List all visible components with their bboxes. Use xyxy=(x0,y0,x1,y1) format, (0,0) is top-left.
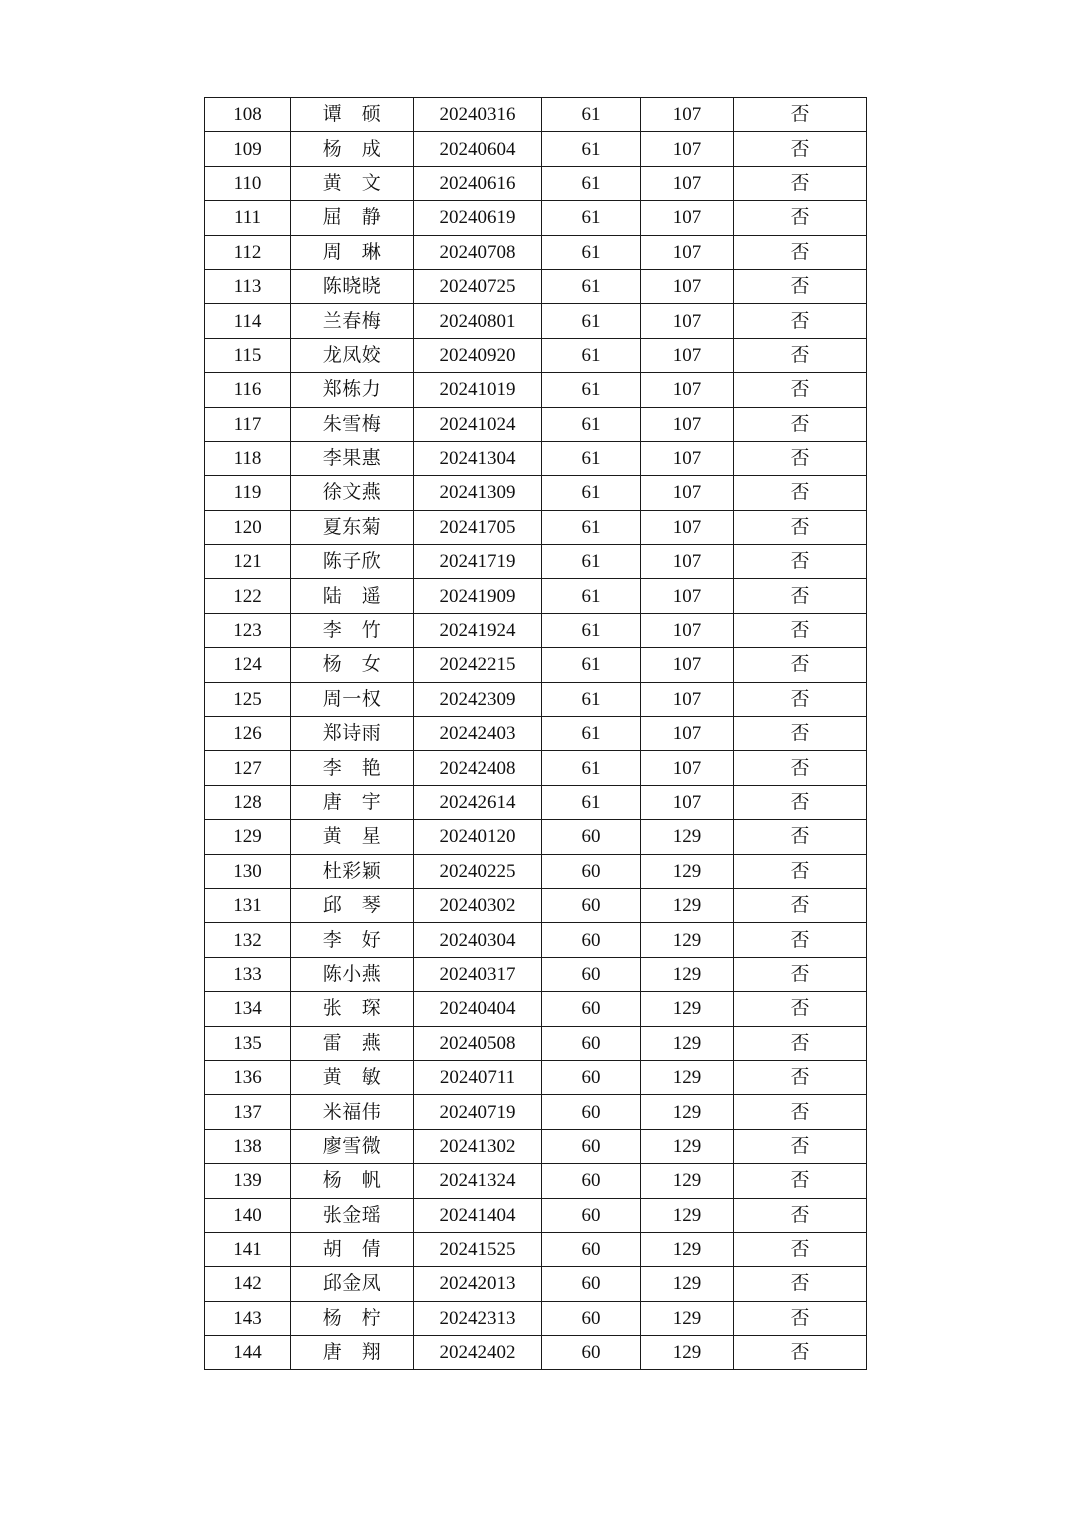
status-cell: 否 xyxy=(734,373,867,407)
table-row xyxy=(205,407,867,441)
rank-cell: 107 xyxy=(641,407,734,441)
exam-id-cell: 20241019 xyxy=(414,373,542,407)
status-cell: 否 xyxy=(734,1267,867,1301)
table-row xyxy=(205,1232,867,1266)
table-row xyxy=(205,1301,867,1335)
rank-cell: 129 xyxy=(641,1336,734,1370)
exam-id-cell: 20241909 xyxy=(414,579,542,613)
table-row xyxy=(205,304,867,338)
name-cell: 黄 文 xyxy=(291,166,414,200)
status-cell: 否 xyxy=(734,957,867,991)
status-cell: 否 xyxy=(734,579,867,613)
status-cell: 否 xyxy=(734,613,867,647)
table-row xyxy=(205,235,867,269)
exam-id-cell: 20240708 xyxy=(414,235,542,269)
rank-cell: 107 xyxy=(641,510,734,544)
status-cell: 否 xyxy=(734,1301,867,1335)
serial-number-cell: 114 xyxy=(205,304,291,338)
score-cell: 60 xyxy=(542,1301,641,1335)
rank-cell: 129 xyxy=(641,854,734,888)
status-cell: 否 xyxy=(734,751,867,785)
rank-cell: 107 xyxy=(641,235,734,269)
table-row xyxy=(205,201,867,235)
status-cell: 否 xyxy=(734,888,867,922)
status-cell: 否 xyxy=(734,545,867,579)
table-row xyxy=(205,1026,867,1060)
status-cell: 否 xyxy=(734,717,867,751)
table-row xyxy=(205,992,867,1026)
score-cell: 61 xyxy=(542,304,641,338)
rank-cell: 129 xyxy=(641,888,734,922)
rank-cell: 107 xyxy=(641,269,734,303)
rank-cell: 107 xyxy=(641,304,734,338)
status-cell: 否 xyxy=(734,304,867,338)
status-cell: 否 xyxy=(734,992,867,1026)
serial-number-cell: 136 xyxy=(205,1060,291,1094)
serial-number-cell: 124 xyxy=(205,648,291,682)
exam-id-cell: 20240302 xyxy=(414,888,542,922)
score-cell: 60 xyxy=(542,1026,641,1060)
name-cell: 雷 燕 xyxy=(291,1026,414,1060)
score-cell: 60 xyxy=(542,1164,641,1198)
rank-cell: 107 xyxy=(641,373,734,407)
name-cell: 邱 琴 xyxy=(291,888,414,922)
table-row xyxy=(205,98,867,132)
name-cell: 杨 成 xyxy=(291,132,414,166)
table-row xyxy=(205,854,867,888)
status-cell: 否 xyxy=(734,1060,867,1094)
serial-number-cell: 133 xyxy=(205,957,291,991)
rank-cell: 129 xyxy=(641,1129,734,1163)
score-cell: 61 xyxy=(542,98,641,132)
name-cell: 周 琳 xyxy=(291,235,414,269)
exam-id-cell: 20240304 xyxy=(414,923,542,957)
score-cell: 60 xyxy=(542,1095,641,1129)
score-cell: 60 xyxy=(542,1336,641,1370)
rank-cell: 129 xyxy=(641,1026,734,1060)
serial-number-cell: 143 xyxy=(205,1301,291,1335)
rank-cell: 129 xyxy=(641,1301,734,1335)
serial-number-cell: 144 xyxy=(205,1336,291,1370)
serial-number-cell: 138 xyxy=(205,1129,291,1163)
table-row xyxy=(205,785,867,819)
exam-id-cell: 20240920 xyxy=(414,338,542,372)
rank-cell: 129 xyxy=(641,1232,734,1266)
name-cell: 邱金凤 xyxy=(291,1267,414,1301)
table-row xyxy=(205,166,867,200)
rank-cell: 107 xyxy=(641,579,734,613)
table-row xyxy=(205,545,867,579)
table-row xyxy=(205,269,867,303)
table-row xyxy=(205,338,867,372)
status-cell: 否 xyxy=(734,1095,867,1129)
rank-cell: 129 xyxy=(641,1198,734,1232)
exam-id-cell: 20241302 xyxy=(414,1129,542,1163)
status-cell: 否 xyxy=(734,201,867,235)
exam-id-cell: 20240616 xyxy=(414,166,542,200)
exam-id-cell: 20241404 xyxy=(414,1198,542,1232)
table-row xyxy=(205,717,867,751)
score-cell: 60 xyxy=(542,957,641,991)
status-cell: 否 xyxy=(734,269,867,303)
status-cell: 否 xyxy=(734,510,867,544)
name-cell: 兰春梅 xyxy=(291,304,414,338)
serial-number-cell: 135 xyxy=(205,1026,291,1060)
score-cell: 60 xyxy=(542,1129,641,1163)
exam-id-cell: 20240120 xyxy=(414,820,542,854)
rank-cell: 129 xyxy=(641,1095,734,1129)
score-cell: 60 xyxy=(542,1267,641,1301)
rank-cell: 107 xyxy=(641,545,734,579)
exam-id-cell: 20240316 xyxy=(414,98,542,132)
score-cell: 60 xyxy=(542,1198,641,1232)
name-cell: 李果惠 xyxy=(291,441,414,475)
serial-number-cell: 120 xyxy=(205,510,291,544)
status-cell: 否 xyxy=(734,1164,867,1198)
score-cell: 61 xyxy=(542,476,641,510)
table-row xyxy=(205,510,867,544)
serial-number-cell: 137 xyxy=(205,1095,291,1129)
table-row xyxy=(205,1336,867,1370)
status-cell: 否 xyxy=(734,407,867,441)
score-cell: 60 xyxy=(542,992,641,1026)
name-cell: 唐 翔 xyxy=(291,1336,414,1370)
status-cell: 否 xyxy=(734,820,867,854)
rank-cell: 107 xyxy=(641,717,734,751)
exam-id-cell: 20242309 xyxy=(414,682,542,716)
score-cell: 61 xyxy=(542,132,641,166)
name-cell: 唐 宇 xyxy=(291,785,414,819)
table-row xyxy=(205,1060,867,1094)
exam-id-cell: 20241705 xyxy=(414,510,542,544)
serial-number-cell: 123 xyxy=(205,613,291,647)
name-cell: 陈晓晓 xyxy=(291,269,414,303)
serial-number-cell: 140 xyxy=(205,1198,291,1232)
score-cell: 61 xyxy=(542,235,641,269)
serial-number-cell: 129 xyxy=(205,820,291,854)
score-cell: 61 xyxy=(542,166,641,200)
rank-cell: 129 xyxy=(641,957,734,991)
rank-cell: 107 xyxy=(641,441,734,475)
name-cell: 陈小燕 xyxy=(291,957,414,991)
score-cell: 61 xyxy=(542,407,641,441)
exam-id-cell: 20242402 xyxy=(414,1336,542,1370)
status-cell: 否 xyxy=(734,441,867,475)
score-cell: 61 xyxy=(542,717,641,751)
table-row xyxy=(205,1095,867,1129)
table-row xyxy=(205,923,867,957)
exam-id-cell: 20242013 xyxy=(414,1267,542,1301)
name-cell: 谭 硕 xyxy=(291,98,414,132)
exam-id-cell: 20241719 xyxy=(414,545,542,579)
serial-number-cell: 113 xyxy=(205,269,291,303)
status-cell: 否 xyxy=(734,1026,867,1060)
table-row xyxy=(205,751,867,785)
serial-number-cell: 112 xyxy=(205,235,291,269)
score-cell: 61 xyxy=(542,338,641,372)
status-cell: 否 xyxy=(734,682,867,716)
serial-number-cell: 118 xyxy=(205,441,291,475)
table-row xyxy=(205,1164,867,1198)
exam-id-cell: 20240317 xyxy=(414,957,542,991)
rank-cell: 107 xyxy=(641,476,734,510)
exam-id-cell: 20240604 xyxy=(414,132,542,166)
name-cell: 胡 倩 xyxy=(291,1232,414,1266)
name-cell: 郑诗雨 xyxy=(291,717,414,751)
name-cell: 郑栋力 xyxy=(291,373,414,407)
rank-cell: 107 xyxy=(641,751,734,785)
rank-cell: 107 xyxy=(641,648,734,682)
name-cell: 龙凤姣 xyxy=(291,338,414,372)
exam-id-cell: 20241024 xyxy=(414,407,542,441)
exam-id-cell: 20240619 xyxy=(414,201,542,235)
status-cell: 否 xyxy=(734,854,867,888)
name-cell: 李 好 xyxy=(291,923,414,957)
serial-number-cell: 139 xyxy=(205,1164,291,1198)
name-cell: 张 琛 xyxy=(291,992,414,1026)
score-cell: 60 xyxy=(542,854,641,888)
rank-cell: 107 xyxy=(641,613,734,647)
name-cell: 屈 静 xyxy=(291,201,414,235)
name-cell: 朱雪梅 xyxy=(291,407,414,441)
score-cell: 60 xyxy=(542,923,641,957)
serial-number-cell: 110 xyxy=(205,166,291,200)
score-cell: 61 xyxy=(542,545,641,579)
status-cell: 否 xyxy=(734,923,867,957)
name-cell: 陈子欣 xyxy=(291,545,414,579)
table-row xyxy=(205,373,867,407)
score-cell: 61 xyxy=(542,441,641,475)
name-cell: 米福伟 xyxy=(291,1095,414,1129)
score-cell: 60 xyxy=(542,888,641,922)
name-cell: 周一权 xyxy=(291,682,414,716)
score-cell: 61 xyxy=(542,785,641,819)
table-row xyxy=(205,682,867,716)
exam-id-cell: 20241309 xyxy=(414,476,542,510)
name-cell: 杨 女 xyxy=(291,648,414,682)
rank-cell: 129 xyxy=(641,923,734,957)
exam-id-cell: 20240508 xyxy=(414,1026,542,1060)
table-row xyxy=(205,441,867,475)
serial-number-cell: 130 xyxy=(205,854,291,888)
exam-id-cell: 20242215 xyxy=(414,648,542,682)
rank-cell: 107 xyxy=(641,98,734,132)
rank-cell: 129 xyxy=(641,1164,734,1198)
rank-cell: 107 xyxy=(641,785,734,819)
serial-number-cell: 117 xyxy=(205,407,291,441)
table-row xyxy=(205,648,867,682)
rank-cell: 129 xyxy=(641,1060,734,1094)
serial-number-cell: 127 xyxy=(205,751,291,785)
status-cell: 否 xyxy=(734,1232,867,1266)
score-cell: 61 xyxy=(542,579,641,613)
status-cell: 否 xyxy=(734,132,867,166)
table-row xyxy=(205,957,867,991)
serial-number-cell: 116 xyxy=(205,373,291,407)
score-cell: 61 xyxy=(542,510,641,544)
name-cell: 廖雪微 xyxy=(291,1129,414,1163)
serial-number-cell: 121 xyxy=(205,545,291,579)
name-cell: 杜彩颖 xyxy=(291,854,414,888)
name-cell: 杨 帆 xyxy=(291,1164,414,1198)
status-cell: 否 xyxy=(734,235,867,269)
rank-cell: 107 xyxy=(641,166,734,200)
exam-id-cell: 20240719 xyxy=(414,1095,542,1129)
name-cell: 张金瑶 xyxy=(291,1198,414,1232)
serial-number-cell: 142 xyxy=(205,1267,291,1301)
status-cell: 否 xyxy=(734,476,867,510)
status-cell: 否 xyxy=(734,785,867,819)
serial-number-cell: 115 xyxy=(205,338,291,372)
exam-id-cell: 20242313 xyxy=(414,1301,542,1335)
table-row xyxy=(205,820,867,854)
rank-cell: 107 xyxy=(641,132,734,166)
status-cell: 否 xyxy=(734,338,867,372)
score-cell: 61 xyxy=(542,682,641,716)
serial-number-cell: 125 xyxy=(205,682,291,716)
rank-cell: 107 xyxy=(641,682,734,716)
exam-id-cell: 20240725 xyxy=(414,269,542,303)
status-cell: 否 xyxy=(734,648,867,682)
serial-number-cell: 122 xyxy=(205,579,291,613)
serial-number-cell: 131 xyxy=(205,888,291,922)
name-cell: 李 艳 xyxy=(291,751,414,785)
name-cell: 李 竹 xyxy=(291,613,414,647)
rank-cell: 107 xyxy=(641,338,734,372)
exam-id-cell: 20242403 xyxy=(414,717,542,751)
serial-number-cell: 111 xyxy=(205,201,291,235)
rank-cell: 129 xyxy=(641,1267,734,1301)
exam-id-cell: 20240801 xyxy=(414,304,542,338)
exam-id-cell: 20241324 xyxy=(414,1164,542,1198)
status-cell: 否 xyxy=(734,1336,867,1370)
serial-number-cell: 141 xyxy=(205,1232,291,1266)
table-row xyxy=(205,579,867,613)
name-cell: 黄 星 xyxy=(291,820,414,854)
serial-number-cell: 119 xyxy=(205,476,291,510)
serial-number-cell: 109 xyxy=(205,132,291,166)
status-cell: 否 xyxy=(734,1198,867,1232)
score-cell: 60 xyxy=(542,820,641,854)
serial-number-cell: 134 xyxy=(205,992,291,1026)
results-table xyxy=(204,97,867,1370)
score-cell: 60 xyxy=(542,1232,641,1266)
rank-cell: 129 xyxy=(641,992,734,1026)
table-row xyxy=(205,1198,867,1232)
status-cell: 否 xyxy=(734,166,867,200)
status-cell: 否 xyxy=(734,98,867,132)
table-row xyxy=(205,132,867,166)
name-cell: 黄 敏 xyxy=(291,1060,414,1094)
exam-id-cell: 20242614 xyxy=(414,785,542,819)
score-cell: 61 xyxy=(542,269,641,303)
score-cell: 61 xyxy=(542,201,641,235)
exam-id-cell: 20240225 xyxy=(414,854,542,888)
serial-number-cell: 126 xyxy=(205,717,291,751)
table-row xyxy=(205,1267,867,1301)
serial-number-cell: 108 xyxy=(205,98,291,132)
score-cell: 61 xyxy=(542,751,641,785)
rank-cell: 107 xyxy=(641,201,734,235)
serial-number-cell: 132 xyxy=(205,923,291,957)
rank-cell: 129 xyxy=(641,820,734,854)
name-cell: 杨 柠 xyxy=(291,1301,414,1335)
exam-id-cell: 20240711 xyxy=(414,1060,542,1094)
table-row xyxy=(205,476,867,510)
status-cell: 否 xyxy=(734,1129,867,1163)
score-cell: 61 xyxy=(542,613,641,647)
exam-id-cell: 20242408 xyxy=(414,751,542,785)
name-cell: 陆 遥 xyxy=(291,579,414,613)
exam-id-cell: 20241924 xyxy=(414,613,542,647)
exam-id-cell: 20241304 xyxy=(414,441,542,475)
table-body xyxy=(205,98,867,1370)
table-row xyxy=(205,888,867,922)
score-cell: 60 xyxy=(542,1060,641,1094)
table-row xyxy=(205,613,867,647)
name-cell: 夏东菊 xyxy=(291,510,414,544)
name-cell: 徐文燕 xyxy=(291,476,414,510)
serial-number-cell: 128 xyxy=(205,785,291,819)
table-row xyxy=(205,1129,867,1163)
exam-id-cell: 20240404 xyxy=(414,992,542,1026)
score-cell: 61 xyxy=(542,373,641,407)
score-cell: 61 xyxy=(542,648,641,682)
exam-id-cell: 20241525 xyxy=(414,1232,542,1266)
